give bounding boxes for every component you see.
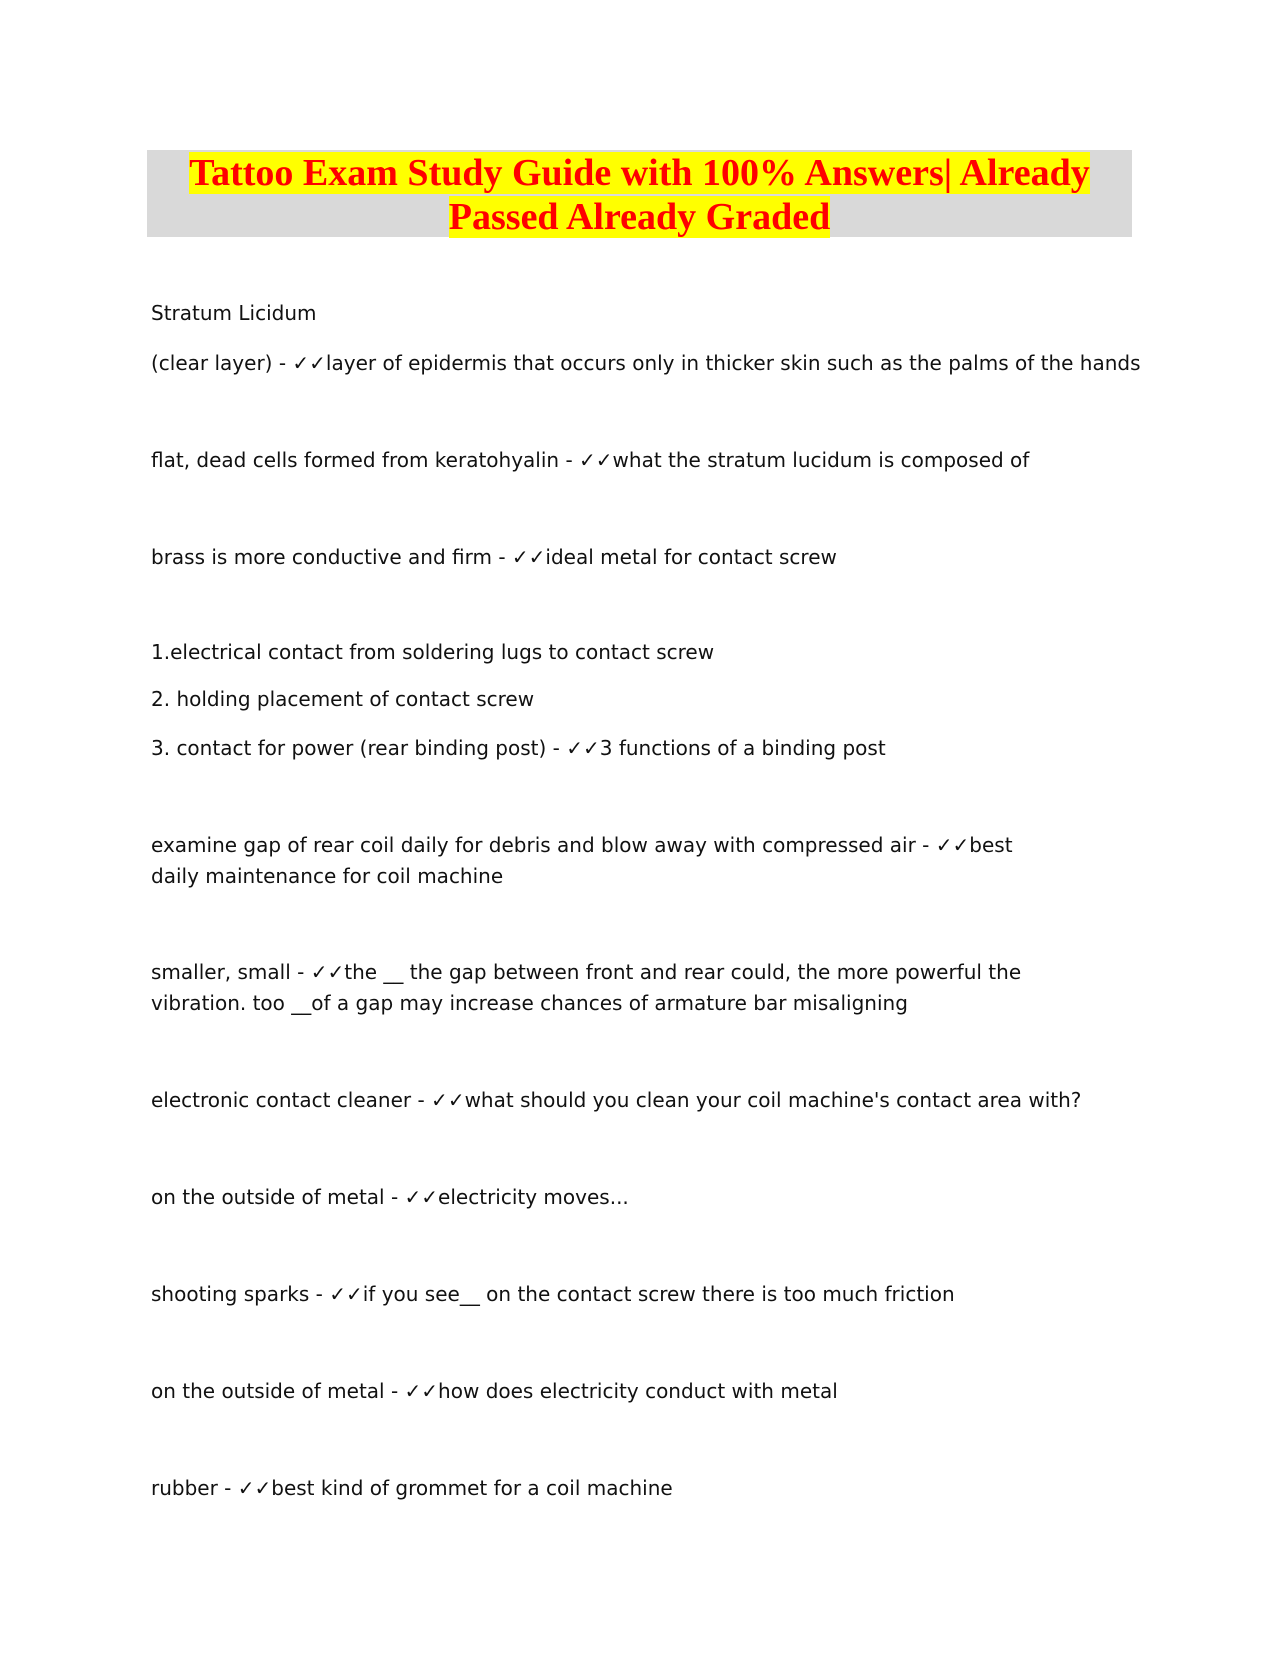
entry-stratum-licidum: Stratum Licidum (151, 301, 317, 325)
entry-rear-coil-gap: examine gap of rear coil daily for debris and blow away with compressed air - ✓✓best daily maintenance for coil machine (151, 833, 1013, 888)
entry-shooting-sparks: shooting sparks - ✓✓if you see__ on the contact screw there is too much friction (151, 1282, 955, 1306)
entry-clear-layer: (clear layer) - ✓✓layer of epidermis that occurs only in thicker skin such as the palms of the hands (151, 351, 1141, 375)
document-title (147, 150, 1132, 239)
entry-binding-post-3: 3. contact for power (rear binding post) - ✓✓3 functions of a binding post (151, 736, 886, 760)
entry-rubber-grommet: rubber - ✓✓best kind of grommet for a coil machine (151, 1476, 673, 1500)
entry-smaller-small: smaller, small - ✓✓the __ the gap between front and rear could, the more powerful the vibration. too __of a gap may increase chances of armature bar misaligning (151, 960, 1022, 1015)
title-line-1: Tattoo Exam Study Guide with 100% Answers| Already (189, 152, 1090, 194)
entry-brass: brass is more conductive and firm - ✓✓ideal metal for contact screw (151, 545, 837, 569)
entry-electricity-moves: on the outside of metal - ✓✓electricity moves... (151, 1185, 629, 1209)
entry-contact-cleaner: electronic contact cleaner - ✓✓what should you clean your coil machine's contact area with? (151, 1088, 1082, 1112)
title-band (147, 150, 1132, 237)
entry-binding-post-1: 1.electrical contact from soldering lugs to contact screw (151, 640, 715, 664)
entry-binding-post-2: 2. holding placement of contact screw (151, 687, 535, 711)
entry-conduct-metal: on the outside of metal - ✓✓how does electricity conduct with metal (151, 1379, 838, 1403)
title-line-2: Passed Already Graded (448, 196, 831, 238)
entry-flat-dead-cells: flat, dead cells formed from keratohyalin - ✓✓what the stratum lucidum is composed of (151, 448, 1030, 472)
